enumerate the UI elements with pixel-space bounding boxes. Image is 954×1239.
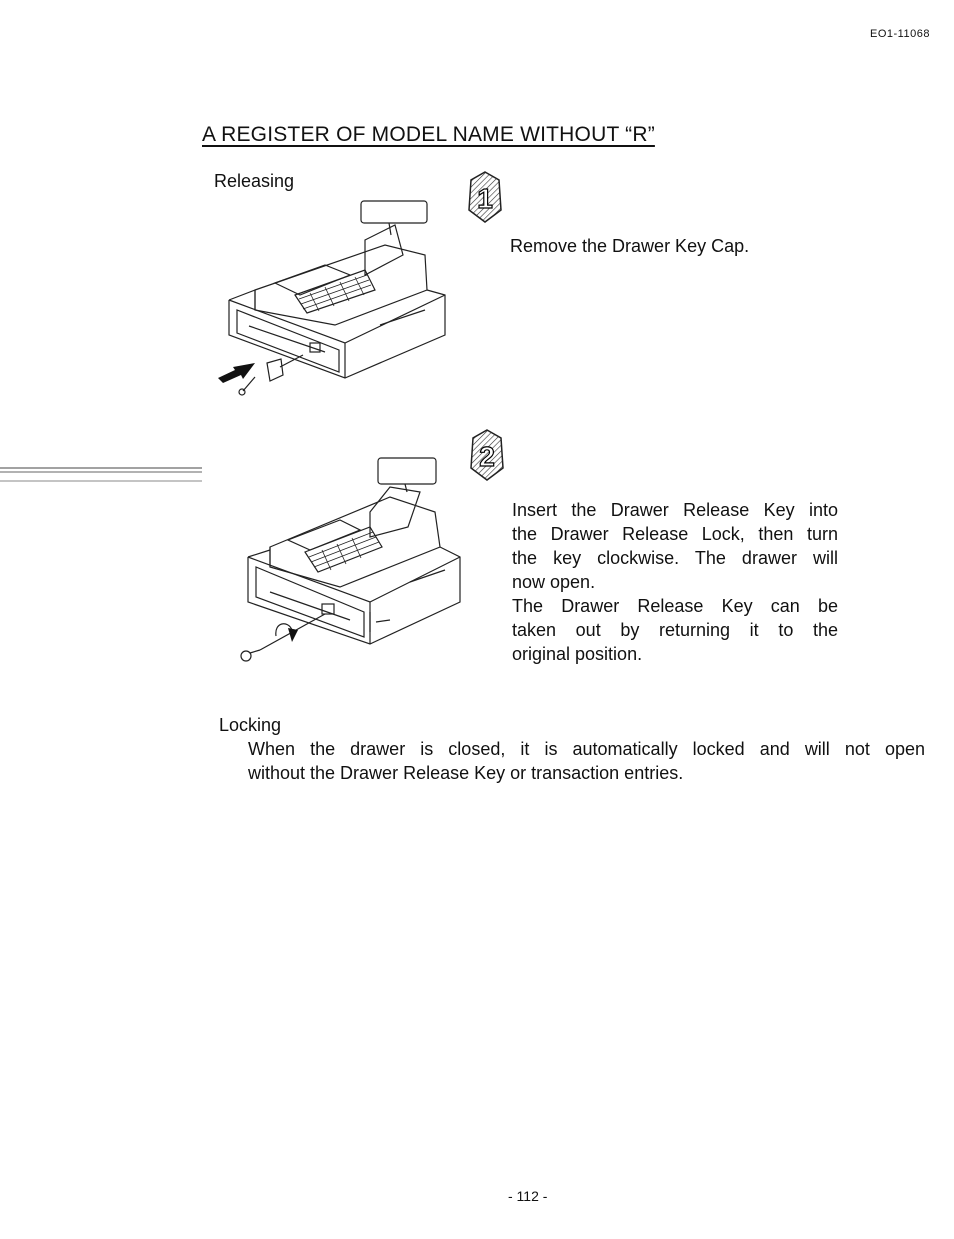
page-number: - 112 - bbox=[508, 1188, 548, 1204]
register-illustration-insert-key bbox=[230, 452, 470, 667]
step-2-line: original position. bbox=[512, 644, 643, 664]
step-1-instruction: Remove the Drawer Key Cap. bbox=[510, 236, 750, 256]
step-2-instruction bbox=[512, 498, 838, 666]
page-title: A REGISTER OF MODEL NAME WITHOUT “R” bbox=[202, 123, 655, 146]
releasing-heading: Releasing bbox=[214, 171, 295, 191]
step-2-line: taken out by returning it to the bbox=[512, 620, 838, 640]
register-illustration-remove-cap bbox=[215, 195, 455, 415]
step-2-line: the key clockwise. The drawer will bbox=[512, 548, 838, 568]
step-2-line: now open. bbox=[512, 572, 596, 592]
margin-rule bbox=[0, 464, 204, 484]
step-2-badge-icon bbox=[467, 428, 507, 484]
svg-text:2: 2 bbox=[479, 441, 495, 472]
locking-description bbox=[248, 737, 925, 785]
locking-heading: Locking bbox=[219, 715, 282, 735]
svg-text:1: 1 bbox=[477, 183, 493, 214]
locking-line: without the Drawer Release Key or transaction entries. bbox=[248, 763, 684, 783]
step-2-line: the Drawer Release Lock, then turn bbox=[512, 524, 838, 544]
document-id: EO1-11068 bbox=[870, 28, 930, 40]
step-2-line: Insert the Drawer Release Key into bbox=[512, 500, 838, 520]
locking-line: When the drawer is closed, it is automatically locked and will not open bbox=[248, 739, 925, 759]
step-2-line: The Drawer Release Key can be bbox=[512, 596, 838, 616]
step-1-badge-icon bbox=[465, 170, 505, 226]
